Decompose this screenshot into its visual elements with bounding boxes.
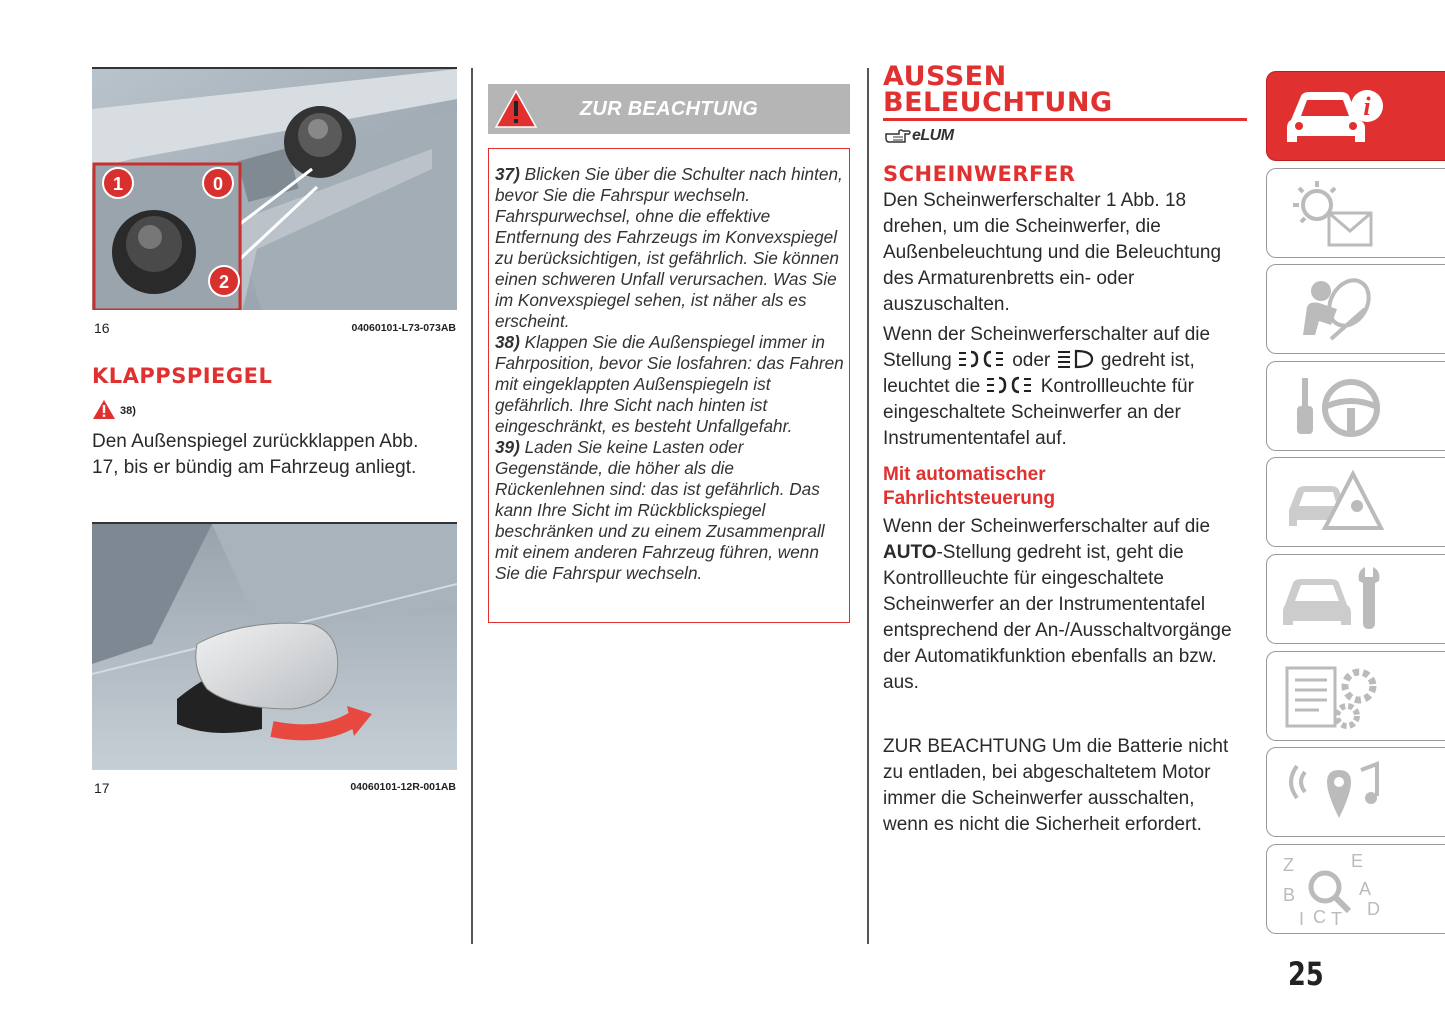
parking-light-icon [957,349,1007,369]
elum-reference [885,127,954,145]
callout-1 [103,168,133,198]
svg-text:0: 0 [212,174,224,194]
tab-index[interactable] [1266,844,1445,934]
index-letter: I [1299,909,1305,927]
tab-lights-messages[interactable] [1266,168,1445,258]
pointing-hand-icon [885,128,911,144]
media-navigation-icon [1279,752,1389,830]
tab-safety[interactable] [1266,264,1445,354]
page-number: 25 [1288,955,1324,993]
figure-17-number: 17 [94,780,110,796]
index-letter: T [1331,909,1342,927]
klappspiegel-text: Den Außenspiegel zurückklappen Abb. 17, bis er bündig am Fahrzeug anliegt. [92,431,419,478]
auto-para: Wenn der Scheinwerferschalter auf die AUTO-Stellung gedreht ist, geht die Kontrollleuchte für eingeschaltete Scheinwerfer an der Instrumententafel entsprechend der An-/Ausschaltvorgänge der Automatikfunktion ebenfalls an bzw. aus. [883,516,1232,693]
svg-text:1: 1 [112,174,124,194]
tab-car-info[interactable] [1266,71,1445,161]
warning-item: 37) Blicken Sie über die Schulter nach hinten, bevor Sie die Fahrspur wechseln. Fahrspurwechsel, ohne die effektive Entfernung des Fahrzeugs im Konvexspiegel zu berücksichtigen, ist gefährlich. Sie können einen schweren Unfall verursachen. Was Sie im Konvexspiegel sehen, ist näher als es erscheint. [495,164,843,331]
key-steering-icon [1279,366,1389,444]
svg-text:2: 2 [218,272,230,292]
figure-16-code: 04060101-L73-073AB [351,322,456,334]
index-letter: C [1313,907,1326,927]
column-divider-left [471,68,473,944]
index-letter: D [1367,899,1380,919]
lights-message-icon [1279,173,1389,251]
car-service-icon [1279,559,1389,637]
warning-box [488,148,850,623]
parking-light-indicator-icon [985,375,1035,395]
callout-2 [209,266,239,296]
index-letter: A [1359,879,1372,899]
index-search-icon [1279,849,1389,927]
warning-item: 38) Klappen Sie die Außenspiegel immer in Fahrposition, bevor Sie losfahren: das Fahren mit eingeklappten Außenspiegeln ist gefährlich. Ihre Sicht nach hinten ist eingeschränkt, es besteht Unfallgefahr. [495,332,844,436]
svg-text:i: i [1363,92,1371,121]
tab-service[interactable] [1266,554,1445,644]
figure-16-number: 16 [94,320,110,336]
tab-start-driving[interactable] [1266,361,1445,451]
low-beam-icon [1056,349,1096,369]
index-letter: Z [1283,855,1294,875]
scheinwerfer-heading: SCHEINWERFER [883,162,1076,186]
figure-17-code: 04060101-12R-001AB [350,781,456,793]
warning-item: 39) Laden Sie keine Lasten oder Gegenstände, die höher als die Rückenlehnen sind: das ist gefährlich. Das kann Ihre Sicht im Rückblickspiegel beschränken und zu einem Zusammenprall mit einem anderen Fahrzeug führen, wenn Sie die Fahrspur wechseln. [495,437,825,583]
warning-triangle-icon [92,399,116,420]
warning-header [488,84,850,134]
figure-17-folding-mirror [92,522,457,770]
car-warning-icon [1279,462,1389,540]
klappspiegel-heading: KLAPPSPIEGEL [92,364,273,388]
index-letter: E [1351,851,1364,871]
aussen-heading-line2: BELEUCHTUNG [883,87,1113,118]
auto-heading: Mit automatischer Fahrlichtsteuerung [883,464,1056,509]
tab-specs[interactable] [1266,651,1445,741]
warning-title: ZUR BEACHTUNG [579,98,759,120]
index-letter: B [1283,885,1296,905]
callout-0 [203,168,233,198]
figure-16-mirror-switch [92,67,457,310]
tab-emergency[interactable] [1266,457,1445,547]
warning-reference [92,398,136,420]
scheinwerfer-para1: Den Scheinwerferschalter 1 Abb. 18 drehen, um die Scheinwerfer, die Außenbeleuchtung und die Beleuchtung des Armaturenbretts ein- oder auszuschalten. [883,190,1222,315]
column-divider-right [867,68,869,944]
specs-gears-icon [1279,656,1389,734]
tab-multimedia[interactable] [1266,747,1445,837]
warning-reference-number: 38) [120,405,136,417]
airbag-safety-icon [1279,269,1389,347]
car-info-icon [1279,76,1389,154]
battery-note: ZUR BEACHTUNG Um die Batterie nicht zu entladen, bei abgeschaltetem Motor immer die Scheinwerfer ausschalten, wenn es nicht die Sicherheit erfordert. [883,736,1229,835]
scheinwerfer-para2: Wenn der Scheinwerferschalter auf die Stellung oder gedreht ist, leuchtet die Kontrollleuchte für eingeschaltete Scheinwerfer an der Instrumententafel auf. [883,324,1211,449]
elum-label: eLUM [912,127,954,144]
aussen-heading-line1: AUSSEN [883,61,1007,92]
heading-underline [883,118,1247,121]
